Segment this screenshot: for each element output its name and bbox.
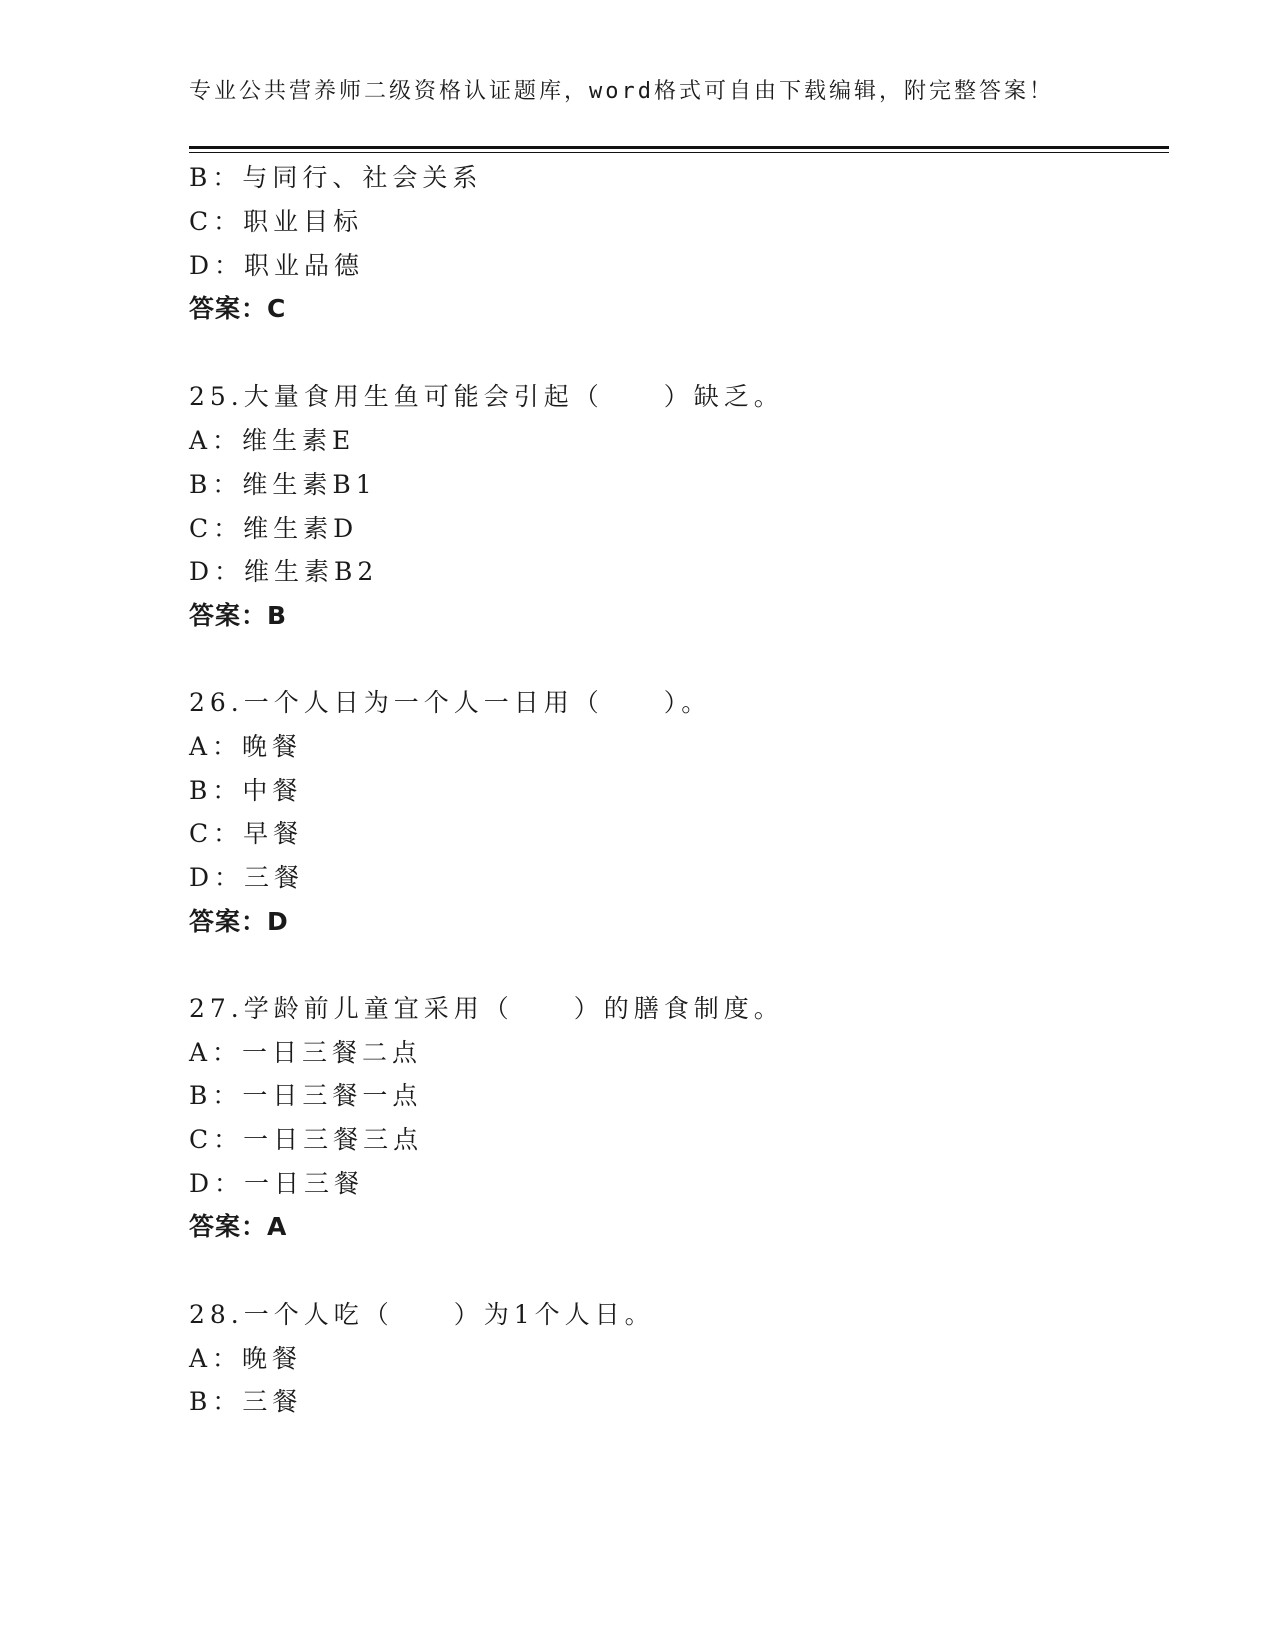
- q26-option-a: A：晚餐: [189, 732, 303, 761]
- q26-question: 26.一个人日为一个人一日用（ ）。: [189, 688, 712, 717]
- header-rule-thin: [189, 152, 1169, 153]
- q24-option-c: C：职业目标: [189, 207, 364, 236]
- q27-option-b: B：一日三餐一点: [189, 1081, 423, 1110]
- q25-question: 25.大量食用生鱼可能会引起（ ）缺乏。: [189, 382, 784, 411]
- q27-option-d: D：一日三餐: [189, 1169, 365, 1198]
- q25-option-a: A：维生素E: [189, 426, 356, 455]
- q24-answer: 答案：C: [189, 294, 287, 323]
- q25-option-d: D：维生素B2: [189, 557, 379, 586]
- q26-option-d: D：三餐: [189, 863, 305, 892]
- q26-option-b: B：中餐: [189, 776, 303, 805]
- q28-question: 28.一个人吃（ ）为1个人日。: [189, 1300, 655, 1329]
- q27-answer: 答案：A: [189, 1212, 288, 1241]
- q27-question: 27.学龄前儿童宜采用（ ）的膳食制度。: [189, 994, 784, 1023]
- q25-option-b: B：维生素B1: [189, 470, 377, 499]
- q28-option-b: B：三餐: [189, 1387, 303, 1416]
- q27-option-c: C：一日三餐三点: [189, 1125, 424, 1154]
- q28-option-a: A：晚餐: [189, 1344, 303, 1373]
- q24-option-d: D：职业品德: [189, 251, 365, 280]
- q25-answer: 答案：B: [189, 601, 288, 630]
- q26-answer: 答案：D: [189, 907, 289, 936]
- header-rule-thick: [189, 146, 1169, 149]
- q25-option-c: C：维生素D: [189, 514, 359, 543]
- q24-option-b: B：与同行、社会关系: [189, 163, 483, 192]
- page-header: 专业公共营养师二级资格认证题库，word格式可自由下载编辑，附完整答案！: [189, 79, 1054, 104]
- q26-option-c: C：早餐: [189, 819, 304, 848]
- q27-option-a: A：一日三餐二点: [189, 1038, 423, 1067]
